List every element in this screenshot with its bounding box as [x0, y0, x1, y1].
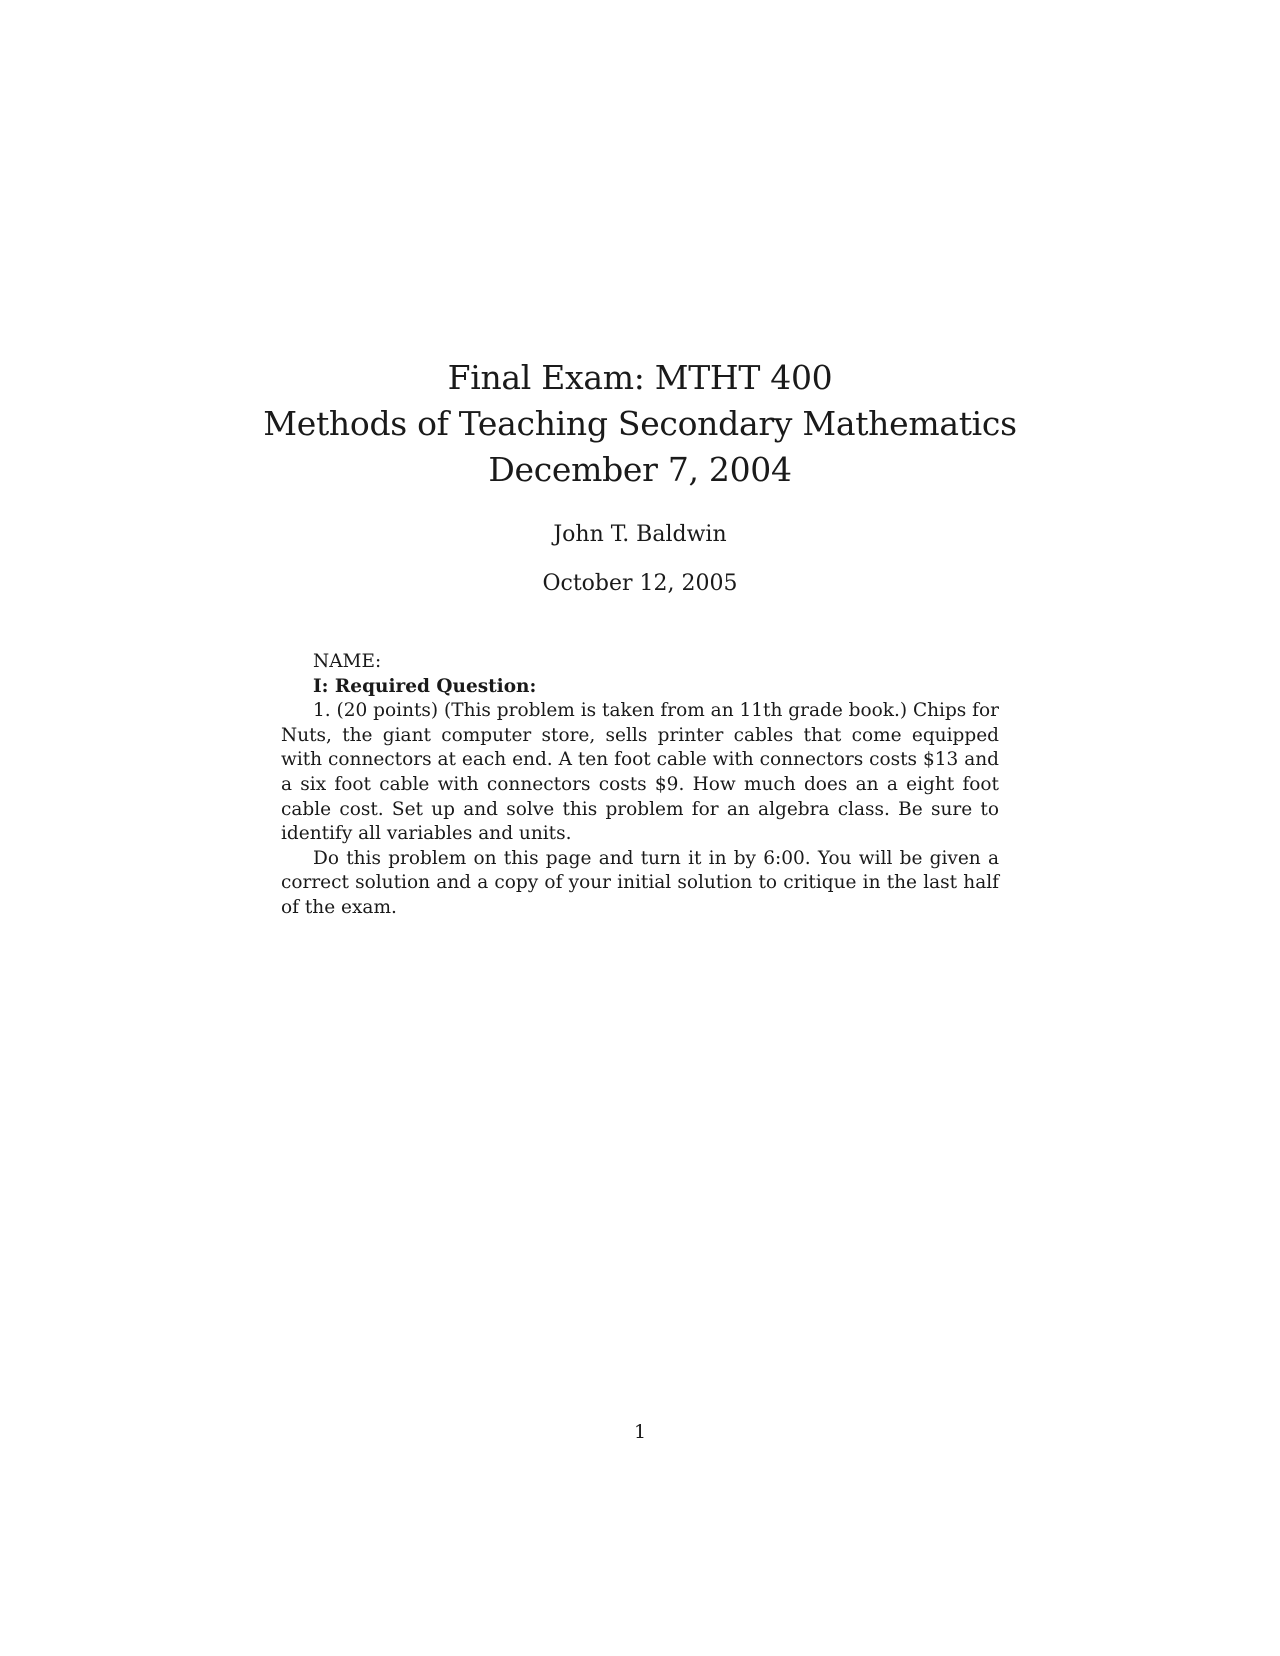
- title-course: Final Exam: MTHT 400: [447, 358, 833, 397]
- instructions: Do this problem on this page and turn it in by 6:00. You will be given a correct solution and a copy of your initial solution to critique in the last half of the exam.: [281, 847, 999, 918]
- body-text: [281, 650, 999, 921]
- title-block: [0, 355, 1280, 493]
- title-course-name: Methods of Teaching Secondary Mathematics: [263, 404, 1017, 443]
- name-label: NAME:: [313, 651, 382, 672]
- question-1: 1. (20 points) (This problem is taken from an 11th grade book.) Chips for Nuts, the giant computer store, sells printer cables that come equipped with connectors at each end. A ten foot cable with connectors costs $13 and a six foot cable with connectors costs $9. How much does an a eight foot cable cost. Set up and solve this problem for an algebra class. Be sure to identify all variables and units.: [281, 700, 1000, 845]
- page-number: 1: [633, 1421, 647, 1443]
- title-exam-date: December 7, 2004: [488, 450, 792, 489]
- author: John T. Baldwin: [553, 522, 727, 547]
- section-heading: I: Required Question:: [313, 675, 537, 697]
- document-date: October 12, 2005: [542, 571, 738, 596]
